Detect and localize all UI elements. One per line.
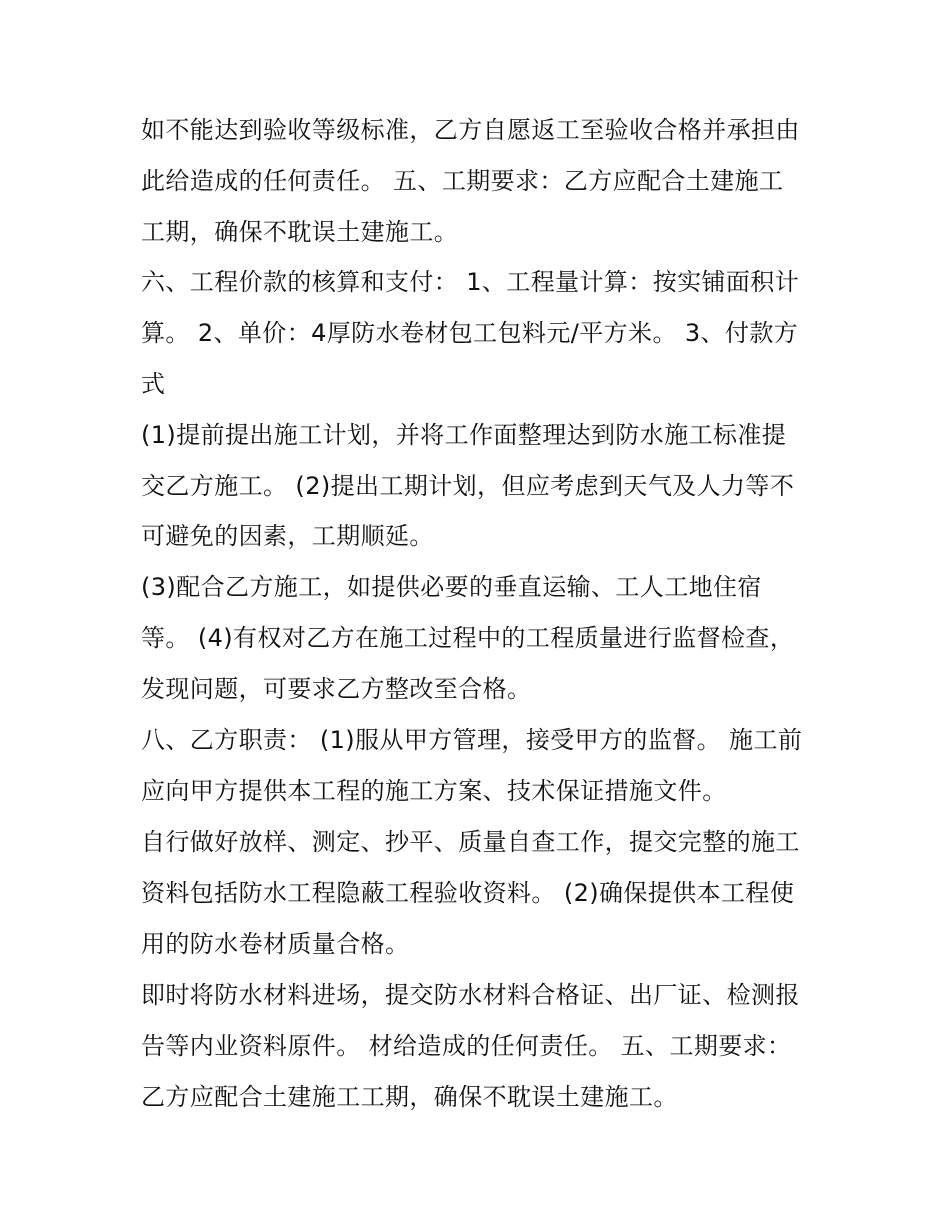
text-line: 乙方应配合土建施工工期，确保不耽误土建施工。	[141, 1083, 678, 1111]
text-line: 告等内业资料原件。 材给造成的任何责任。 五、工期要求：	[141, 1032, 792, 1060]
text-line: 用的防水卷材质量合格。	[141, 930, 410, 958]
text-line: 资料包括防水工程隐蔽工程验收资料。 (2)确保提供本工程使	[141, 879, 795, 907]
text-line: 工期，确保不耽误土建施工。	[141, 218, 459, 246]
text-line: 应向甲方提供本工程的施工方案、技术保证措施文件。	[141, 777, 727, 805]
text-line: 八、乙方职责： (1)服从甲方管理，接受甲方的监督。 施工前	[141, 726, 803, 754]
text-line: 式	[141, 370, 166, 398]
text-line: 六、工程价款的核算和支付： 1、工程量计算：按实铺面积计	[141, 268, 800, 296]
text-line: (1)提前提出施工计划，并将工作面整理达到防水施工标准提	[141, 421, 787, 449]
text-line: 此给造成的任何责任。 五、工期要求：乙方应配合土建施工	[141, 167, 784, 195]
text-line: (3)配合乙方施工，如提供必要的垂直运输、工人工地住宿	[141, 573, 762, 601]
text-line: 可避免的因素，工期顺延。	[141, 522, 434, 550]
text-line: 发现问题，可要求乙方整改至合格。	[141, 675, 532, 703]
text-line: 交乙方施工。 (2)提出工期计划，但应考虑到天气及人力等不	[141, 472, 795, 500]
text-line: 等。 (4)有权对乙方在施工过程中的工程质量进行监督检查，	[141, 624, 795, 652]
text-line: 算。 2、单价：4厚防水卷材包工包料元/平方米。 3、付款方	[141, 319, 799, 347]
text-line: 如不能达到验收等级标准，乙方自愿返工至验收合格并承担由	[141, 116, 800, 144]
text-line: 即时将防水材料进场，提交防水材料合格证、出厂证、检测报	[141, 981, 800, 1009]
text-line: 自行做好放样、测定、抄平、质量自查工作，提交完整的施工	[141, 828, 800, 856]
